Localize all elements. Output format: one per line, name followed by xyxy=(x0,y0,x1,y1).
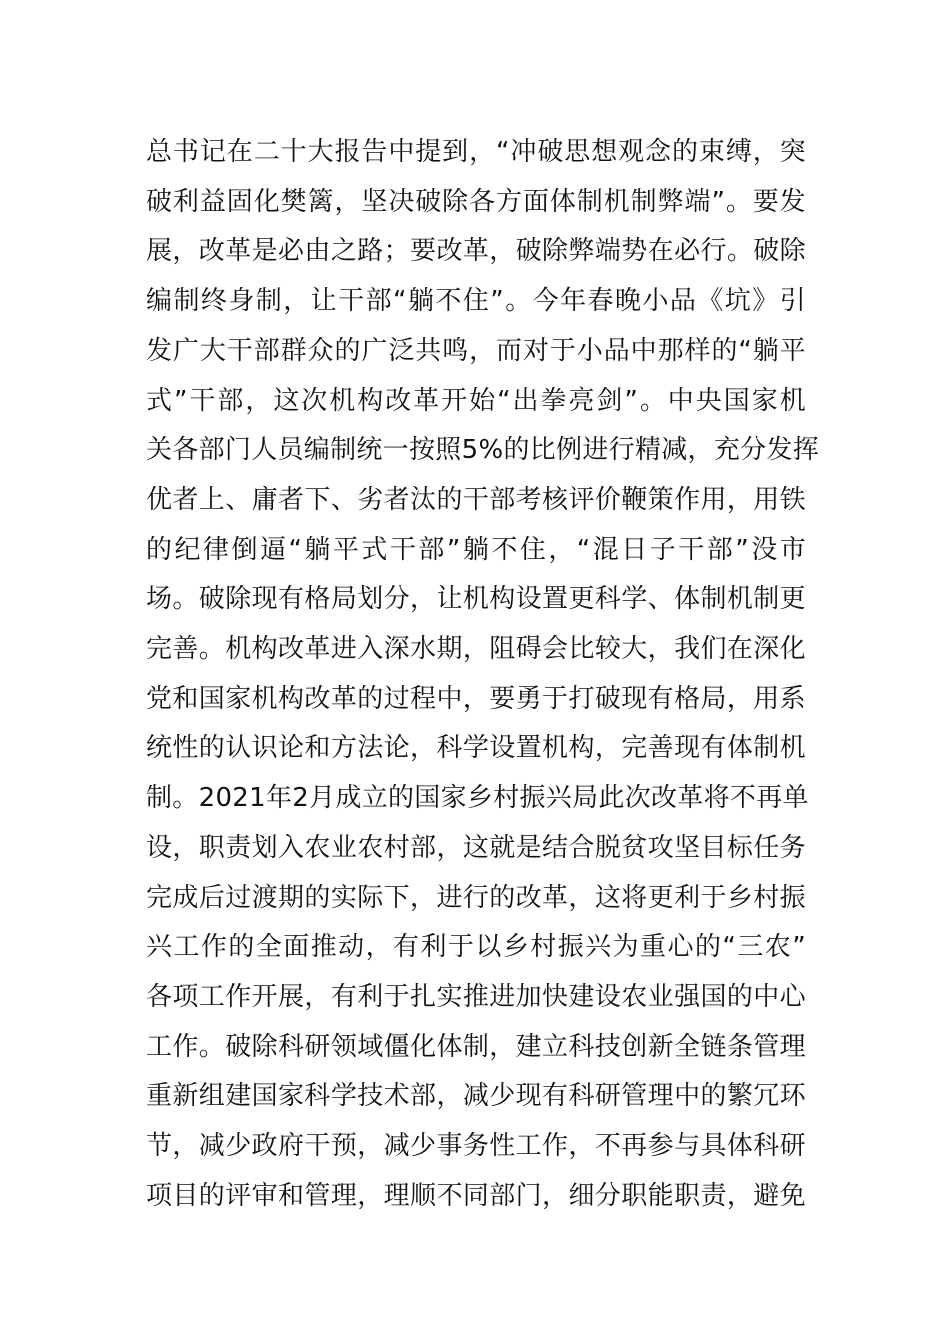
text-line: 场。破除现有格局划分，让机构设置更科学、体制机制更 xyxy=(146,584,806,615)
text-line: 节，减少政府干预，减少事务性工作，不再参与具体科研 xyxy=(146,1131,806,1162)
text-line: 项目的评审和管理，理顺不同部门，细分职能职责，避免 xyxy=(146,1180,806,1211)
text-line: 发广大干部群众的广泛共鸣，而对于小品中那样的“躺平 xyxy=(146,335,806,366)
text-line: 重新组建国家科学技术部，减少现有科研管理中的繁冗环 xyxy=(146,1081,806,1112)
text-line: 党和国家机构改革的过程中，要勇于打破现有格局，用系 xyxy=(146,683,806,714)
text-line: 总书记在二十大报告中提到，“冲破思想观念的束缚，突 xyxy=(146,137,806,167)
text-line: 工作。破除科研领域僵化体制，建立科技创新全链条管理 xyxy=(146,1031,806,1062)
text-line: 优者上、庸者下、劣者汰的干部考核评价鞭策作用，用铁 xyxy=(146,484,806,515)
text-line: 完善。机构改革进入深水期，阻碍会比较大，我们在深化 xyxy=(146,634,806,665)
text-line: 展，改革是必由之路；要改革，破除弊端势在必行。破除 xyxy=(146,236,806,267)
text-line: 完成后过渡期的实际下，进行的改革，这将更利于乡村振 xyxy=(146,882,806,913)
text-line: 破利益固化樊篱，坚决破除各方面体制机制弊端”。要发 xyxy=(146,186,806,217)
text-line: 式”干部，这次机构改革开始“出拳亮剑”。中央国家机 xyxy=(146,385,806,416)
body-paragraph xyxy=(146,128,820,1221)
text-line: 的纪律倒逼“躺平式干部”躺不住，“混日子干部”没市 xyxy=(146,534,806,565)
text-line: 关各部门人员编制统一按照5%的比例进行精减，充分发挥 xyxy=(146,435,820,466)
text-line: 制。2021年2月成立的国家乡村振兴局此次改革将不再单 xyxy=(146,783,809,814)
text-line: 统性的认识论和方法论，科学设置机构，完善现有体制机 xyxy=(146,733,806,764)
text-line: 编制终身制，让干部“躺不住”。今年春晚小品《坑》引 xyxy=(146,286,806,317)
text-line: 兴工作的全面推动，有利于以乡村振兴为重心的“三农” xyxy=(146,932,806,963)
text-line: 各项工作开展，有利于扎实推进加快建设农业强国的中心 xyxy=(146,981,806,1012)
text-line: 设，职责划入农业农村部，这就是结合脱贫攻坚目标任务 xyxy=(146,832,806,863)
